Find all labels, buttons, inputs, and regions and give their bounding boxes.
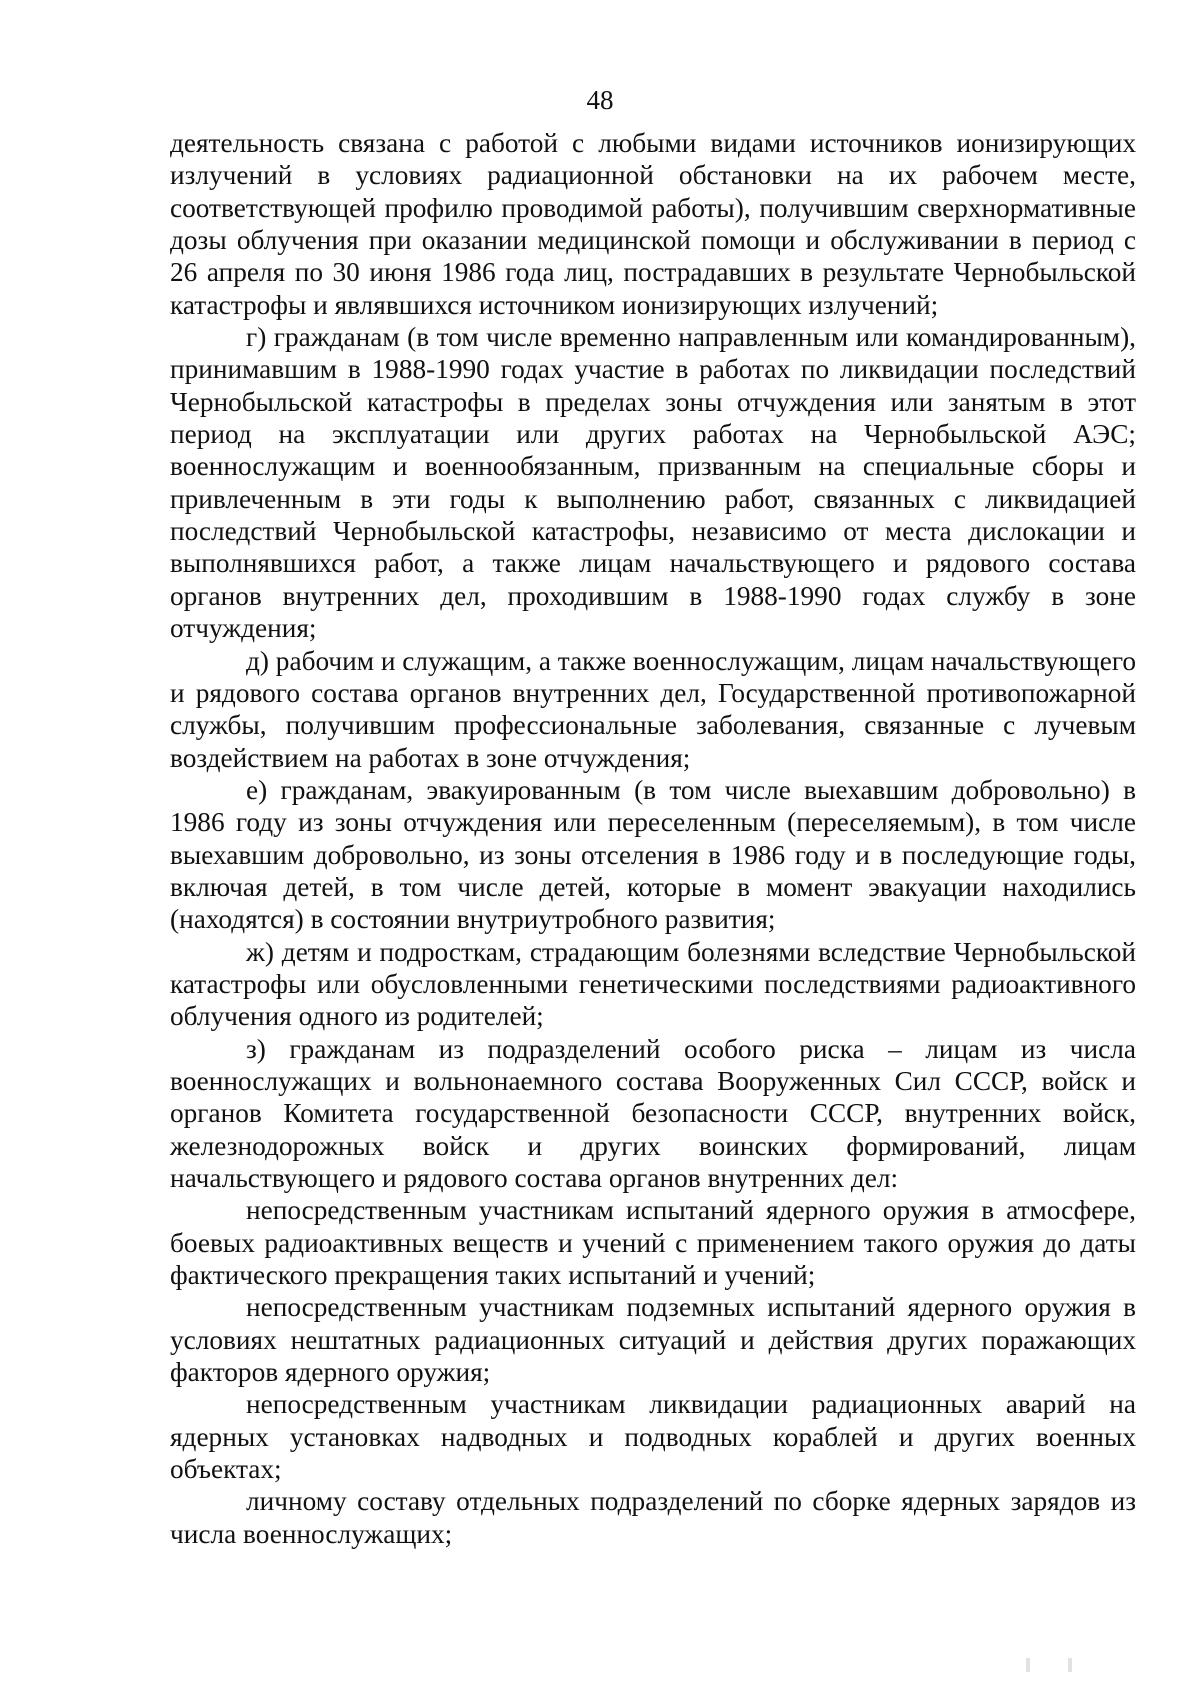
paragraph-item-g: г) гражданам (в том числе временно направленным или командированным), принимавшим в 1988-1990 годах участие в работах по ликвидации последствий Чернобыльской катастрофы в пределах зоны отчуждения или занятым в этот период на эксплуатации или других работах на Чернобыльской АЭС; военнослужащим и военнообязанным, призванным на специальные сборы и привлеченным в эти годы к выполнению работ, связанных с ликвидацией последствий Чернобыльской катастрофы, независимо от места дислокации и выполнявшихся работ, а также лицам начальствующего и рядового состава органов внутренних дел, проходившим в 1988-1990 годах службу в зоне отчуждения; [170,322,1136,644]
scan-mark [1068,1658,1072,1672]
paragraph-continuation: деятельность связана с работой с любыми видами источников ионизирующих излучений в условиях радиационной обстановки на их рабочем месте, соответствующей профилю проводимой работы), получившим сверхнормативные дозы облучения при оказании медицинской помощи и обслуживании в период с 26 апреля по 30 июня 1986 года лиц, пострадавших в результате Чернобыльской катастрофы и являвшихся источником ионизирующих излучений; [170,128,1136,320]
paragraph-subitem-underground-tests: непосредственным участникам подземных испытаний ядерного оружия в условиях нештатных радиационных ситуаций и действия других поражающих факторов ядерного оружия; [170,1292,1136,1388]
paragraph-item-e: е) гражданам, эвакуированным (в том числе выехавшим добровольно) в 1986 году из зоны отчуждения или переселенным (переселяемым), в том числе выехавшим добровольно, из зоны отселения в 1986 году и в последующие годы, включая детей, в том числе детей, которые в момент эвакуации находились (находятся) в состоянии внутриутробного развития; [170,774,1136,935]
paragraph-subitem-atmospheric-tests: непосредственным участникам испытаний ядерного оружия в атмосфере, боевых радиоактивных веществ и учений с применением такого оружия до даты фактического прекращения таких испытаний и учений; [170,1195,1136,1291]
paragraph-item-d: д) рабочим и служащим, а также военнослужащим, лицам начальствующего и рядового состава органов внутренних дел, Государственной противопожарной службы, получившим профессиональные заболевания, связанные с лучевым воздействием на работах в зоне отчуждения; [170,645,1136,773]
paragraph-subitem-assembly-units: личному составу отдельных подразделений по сборке ядерных зарядов из числа военнослужащих; [170,1486,1136,1549]
page-number: 48 [586,85,614,115]
paragraph-item-zh: ж) детям и подросткам, страдающим болезнями вследствие Чернобыльской катастрофы или обусловленными генетическими последствиями радиоактивного облучения одного из родителей; [170,936,1136,1032]
document-body [170,127,1136,1550]
paragraph-subitem-accident-liquidation: непосредственным участникам ликвидации радиационных аварий на ядерных установках надводных и подводных кораблей и других военных объектах; [170,1389,1136,1485]
scan-mark [1026,1658,1030,1672]
paragraph-item-z: з) гражданам из подразделений особого риска – лицам из числа военнослужащих и вольнонаемного состава Вооруженных Сил СССР, войск и органов Комитета государственной безопасности СССР, внутренних войск, железнодорожных войск и других воинских формирований, лицам начальствующего и рядового состава органов внутренних дел: [170,1033,1136,1193]
